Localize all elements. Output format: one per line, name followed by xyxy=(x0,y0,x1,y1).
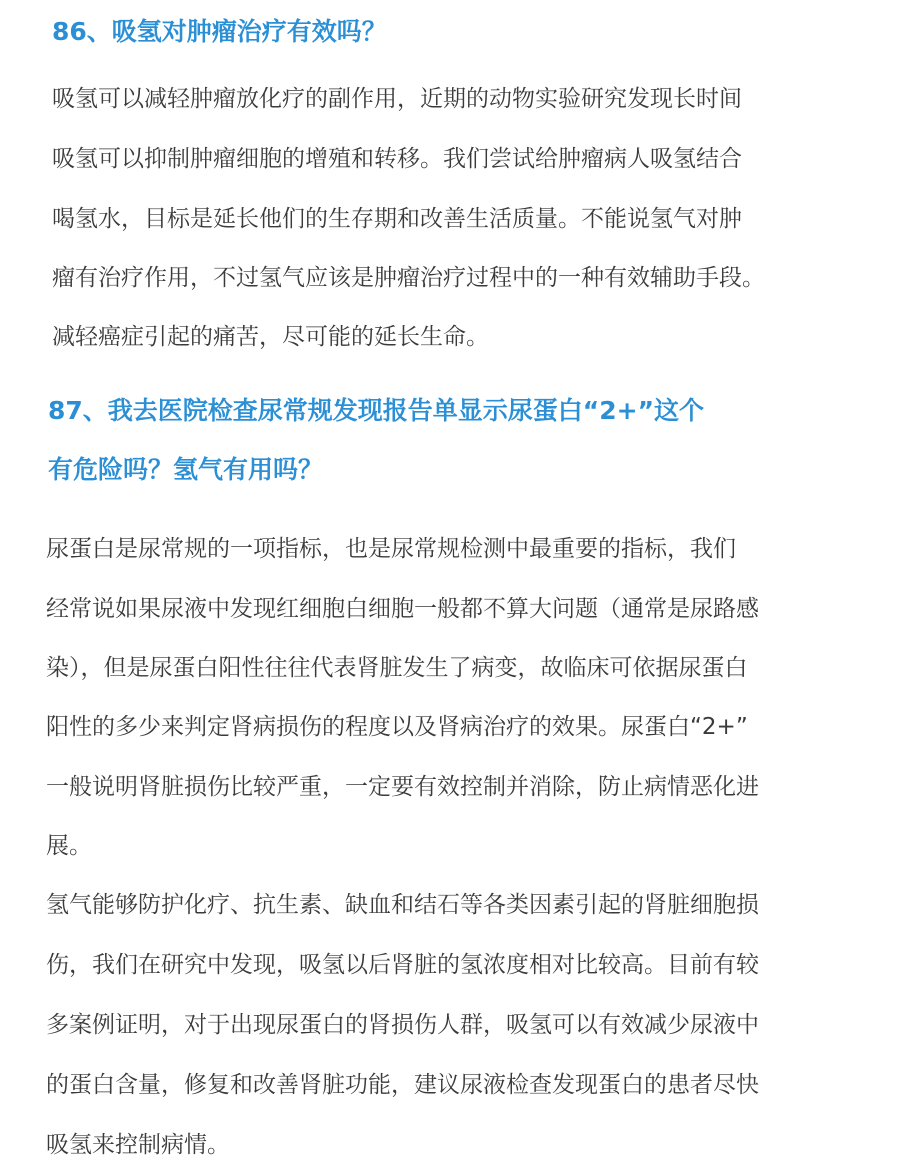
paragraph-line: 氢气能够防护化疗、抗生素、缺血和结石等各类因素引起的肾脏细胞损 xyxy=(46,892,759,918)
paragraph-line: 经常说如果尿液中发现红细胞白细胞一般都不算大问题（通常是尿路感 xyxy=(46,596,759,622)
paragraph-line: 喝氢水，目标是延长他们的生存期和改善生活质量。不能说氢气对肿 xyxy=(52,206,742,232)
paragraph-line: 伤，我们在研究中发现，吸氢以后肾脏的氢浓度相对比较高。目前有较 xyxy=(46,952,759,978)
paragraph-line: 瘤有治疗作用，不过氢气应该是肿瘤治疗过程中的一种有效辅助手段。 xyxy=(52,265,765,291)
paragraph-line: 吸氢可以抑制肿瘤细胞的增殖和转移。我们尝试给肿瘤病人吸氢结合 xyxy=(52,146,742,172)
paragraph-line: 的蛋白含量，修复和改善肾脏功能，建议尿液检查发现蛋白的患者尽快 xyxy=(46,1072,759,1098)
section-87-heading: 有危险吗？氢气有用吗？ xyxy=(48,455,324,484)
section-86-heading: 86、吸氢对肿瘤治疗有效吗？ xyxy=(52,17,387,46)
paragraph-line: 阳性的多少来判定肾病损伤的程度以及肾病治疗的效果。尿蛋白“2+” xyxy=(46,714,748,740)
section-87-heading: 87、我去医院检查尿常规发现报告单显示尿蛋白“2+”这个 xyxy=(48,396,704,425)
paragraph-line: 尿蛋白是尿常规的一项指标，也是尿常规检测中最重要的指标，我们 xyxy=(46,536,736,562)
paragraph-line: 一般说明肾脏损伤比较严重，一定要有效控制并消除，防止病情恶化进 xyxy=(46,774,759,800)
paragraph-line: 染），但是尿蛋白阳性往往代表肾脏发生了病变，故临床可依据尿蛋白 xyxy=(46,655,748,681)
paragraph-line: 展。 xyxy=(46,833,92,859)
paragraph-line: 多案例证明，对于出现尿蛋白的肾损伤人群，吸氢可以有效减少尿液中 xyxy=(46,1012,759,1038)
paragraph-line: 吸氢来控制病情。 xyxy=(46,1132,230,1158)
paragraph-line: 吸氢可以减轻肿瘤放化疗的副作用，近期的动物实验研究发现长时间 xyxy=(52,86,742,112)
paragraph-line: 减轻癌症引起的痛苦，尽可能的延长生命。 xyxy=(52,324,489,350)
